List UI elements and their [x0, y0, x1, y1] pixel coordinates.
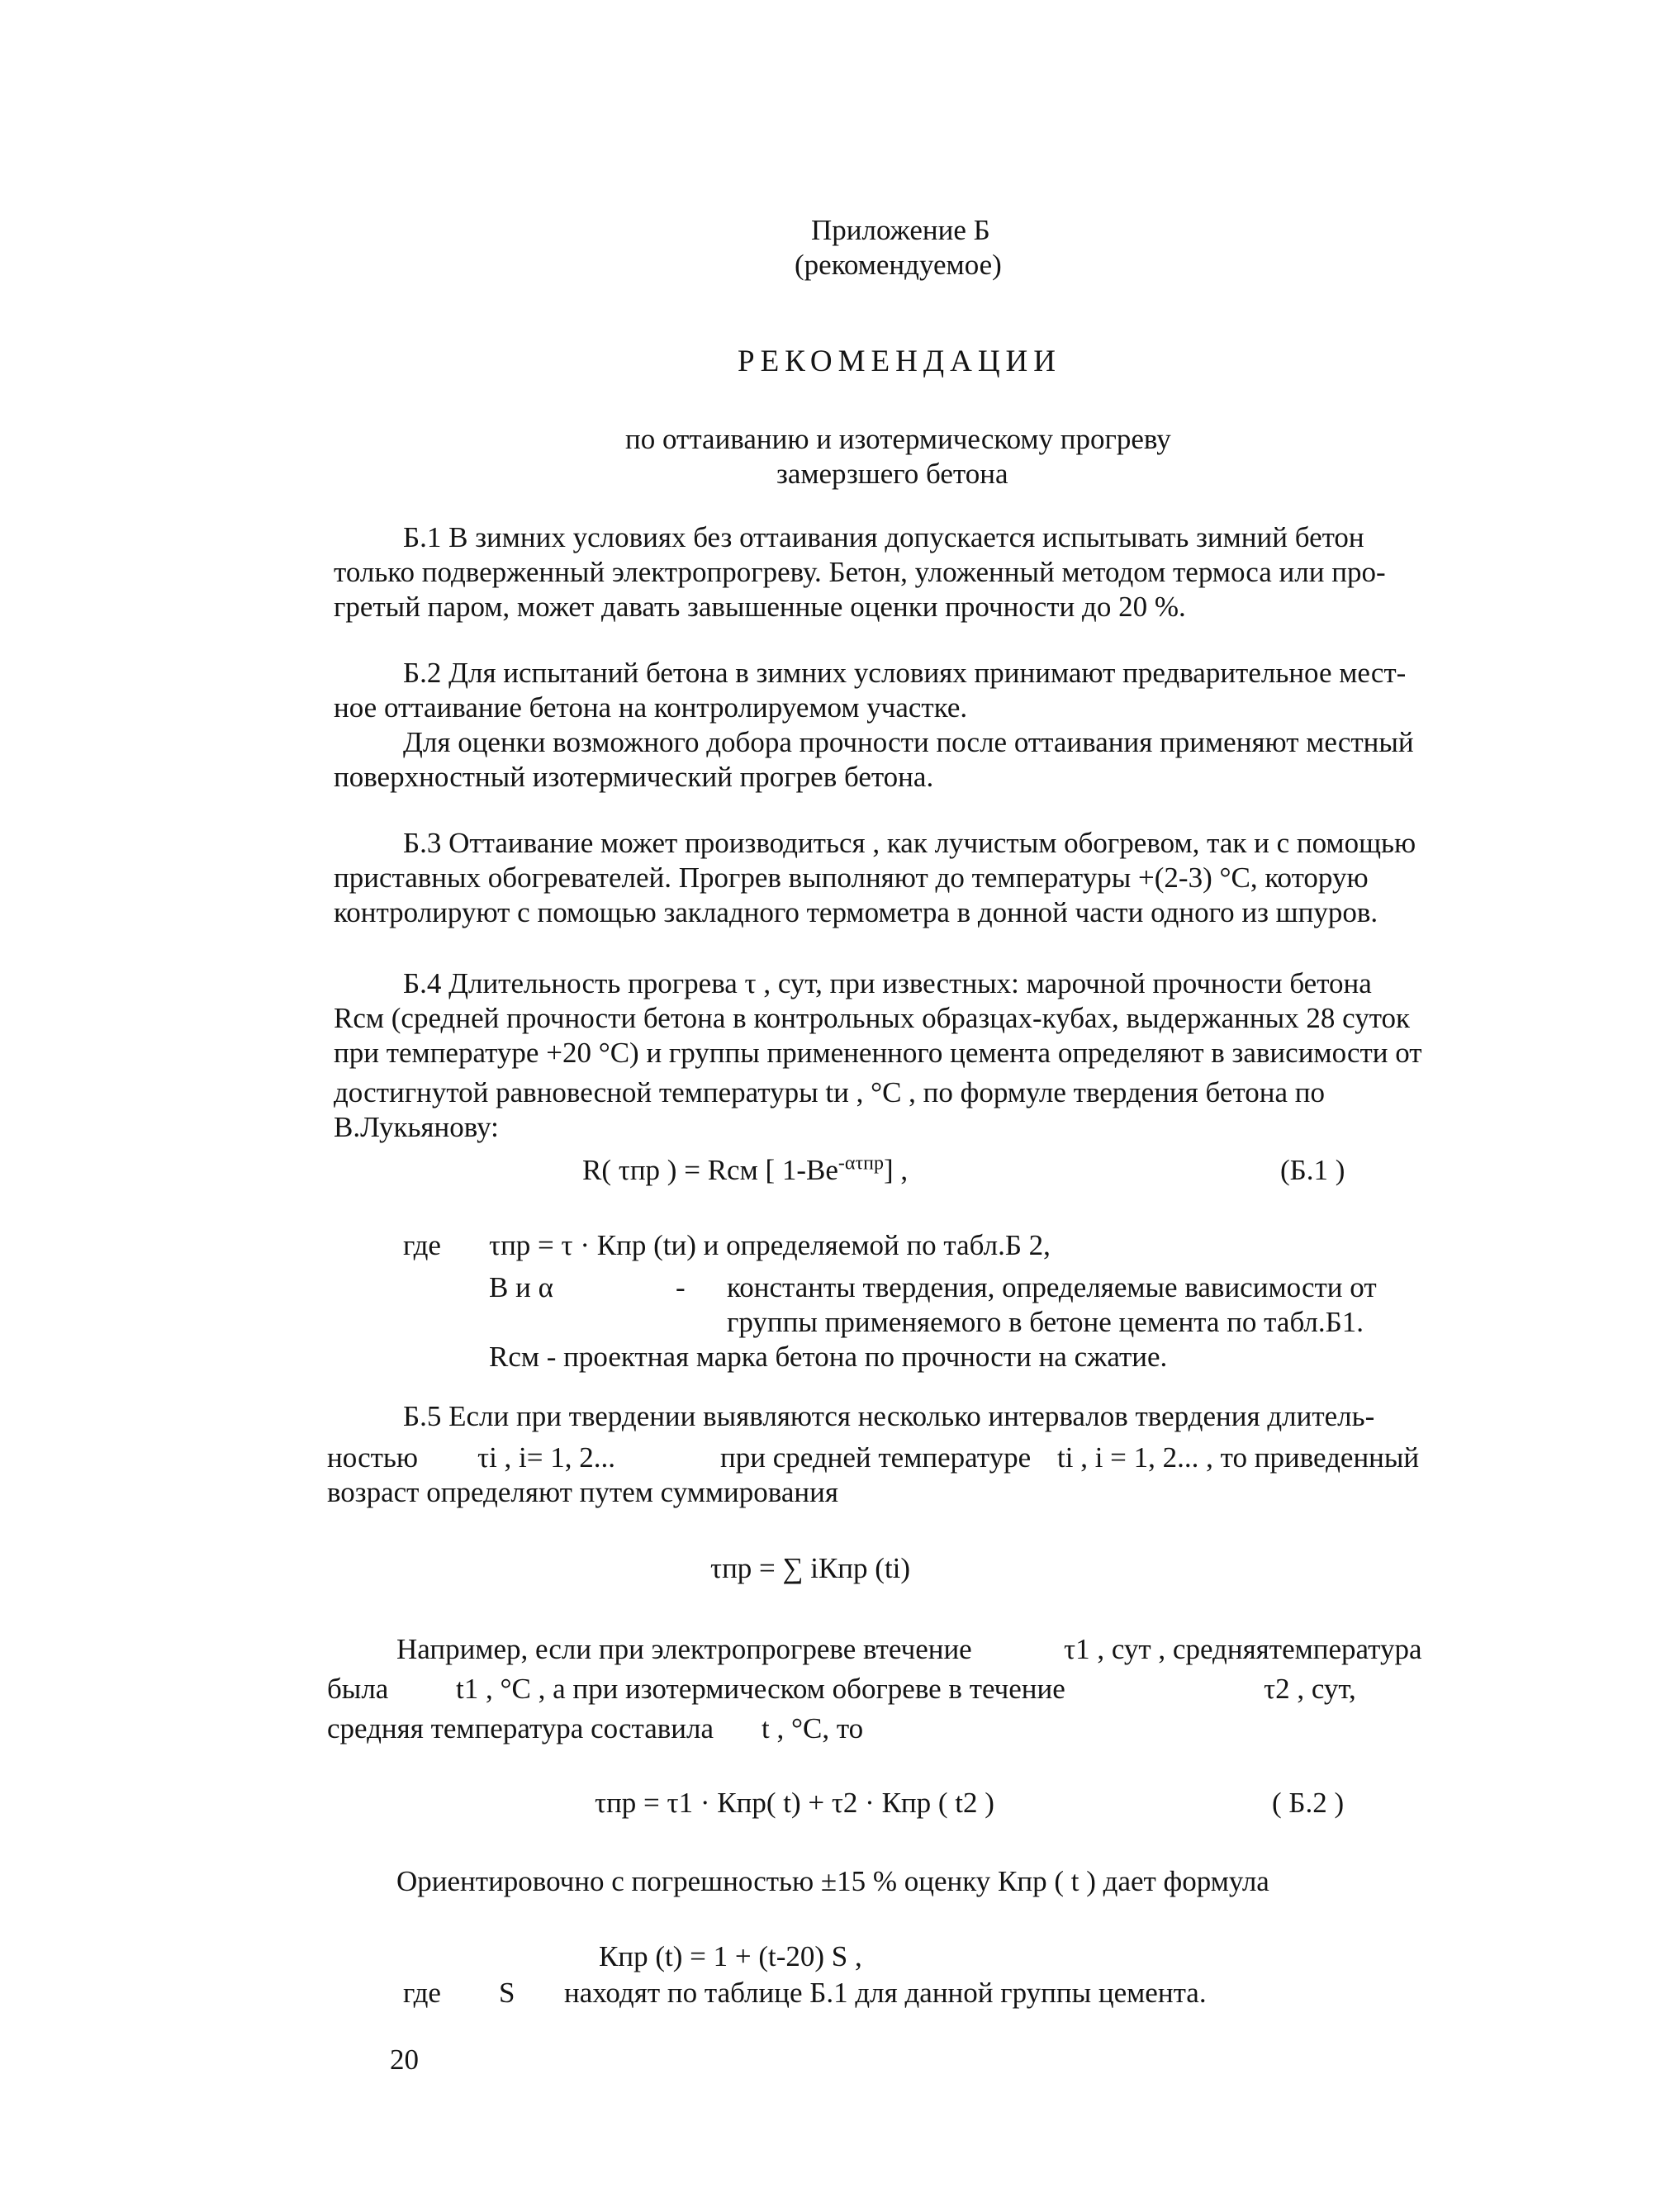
- paragraph-b2-line: поверхностный изотермический прогрев бетона.: [334, 761, 934, 793]
- paragraph-b5-part: τi , i= 1, 2...: [477, 1441, 616, 1474]
- formula-b1-exponent: -ατпр: [837, 1152, 884, 1175]
- example-part: τ2 , сут,: [1264, 1673, 1356, 1705]
- formula-b1-left: R( τпр ) = Rсм [ 1-Be: [582, 1154, 838, 1186]
- paragraph-b2-line: Для оценки возможного добора прочности после оттаивания применяют местный: [403, 726, 1414, 758]
- example-part: t1 , °С , а при изотермическом обогреве в течение: [456, 1673, 1065, 1705]
- document-subtitle-2: замерзшего бетона: [776, 458, 1008, 490]
- formula-b1-right: ] ,: [883, 1154, 909, 1186]
- example-part: τ1 , сут , средняятемпература: [1064, 1633, 1422, 1665]
- paragraph-b4-line: Rсм (средней прочности бетона в контрольных образцах-кубах, выдержанных 28 суток: [334, 1002, 1411, 1034]
- paragraph-b1-line: Б.1 В зимних условиях без оттаивания допускается испытывать зимний бетон: [403, 521, 1364, 553]
- formula-b1-number: (Б.1 ): [1280, 1154, 1345, 1186]
- paragraph-b5-part: ti , i = 1, 2... , то приведенный: [1057, 1441, 1420, 1474]
- where-line: Rсм - проектная марка бетона по прочности на сжатие.: [489, 1341, 1168, 1373]
- where-line: константы твердения, определяемые вависимости от: [727, 1271, 1377, 1303]
- example-part: была: [327, 1673, 389, 1705]
- where-line: группы применяемого в бетоне цемента по табл.Б1.: [727, 1306, 1364, 1338]
- paragraph-b4-line: В.Лукьянову:: [334, 1111, 499, 1143]
- paragraph-b5-part: при средней температуре: [720, 1441, 1032, 1474]
- paragraph-b4-line: достигнутой равновесной температуры tи , °С , по формуле твердения бетона по: [334, 1076, 1325, 1108]
- paragraph-b5-part: ностью: [327, 1441, 419, 1474]
- paragraph-b1-line: гретый паром, может давать завышенные оценки прочности до 20 %.: [334, 591, 1186, 623]
- constants-symbols: В и α: [489, 1271, 553, 1303]
- formula-b1: [582, 1153, 908, 1188]
- paragraph-b1-line: только подверженный электропрогреву. Бетон, уложенный методом термоса или про-: [334, 556, 1386, 588]
- example-part: t , °С, то: [762, 1712, 864, 1744]
- document-subtitle: по оттаиванию и изотермическому прогреву: [625, 423, 1171, 455]
- formula-b2-number: ( Б.2 ): [1272, 1787, 1345, 1819]
- where-label: где: [403, 1977, 441, 2009]
- paragraph-b3-line: приставных обогревателей. Прогрев выполняют до температуры +(2-3) °С, которую: [334, 862, 1369, 894]
- paragraph-b2-line: ное оттаивание бетона на контролируемом участке.: [334, 691, 968, 724]
- paragraph-b5-line: Б.5 Если при твердении выявляются несколько интервалов твердения длитель-: [403, 1400, 1375, 1432]
- appendix-label: Приложение Б: [811, 214, 990, 246]
- where-label: где: [403, 1229, 441, 1261]
- formula-kpr: Кпр (t) = 1 + (t-20) S ,: [599, 1940, 862, 1972]
- where-line: τпр = τ · Кпр (tи) и определяемой по табл.Б 2,: [489, 1229, 1051, 1261]
- paragraph-b3-line: Б.3 Оттаивание может производиться , как лучистым обогревом, так и с помощью: [403, 827, 1416, 859]
- approximation-text: Ориентировочно с погрешностью ±15 % оценку Кпр ( t ) дает формула: [396, 1865, 1269, 1897]
- page-number: 20: [390, 2043, 419, 2076]
- paragraph-b3-line: контролируют с помощью закладного термометра в донной части одного из шпуров.: [334, 896, 1378, 928]
- appendix-status: (рекомендуемое): [795, 249, 1002, 281]
- paragraph-b4-line: при температуре +20 °С) и группы примененного цемента определяют в зависимости от: [334, 1037, 1422, 1069]
- example-part: средняя температура составила: [327, 1712, 714, 1744]
- formula-b2: τпр = τ1 · Кпр( t) + τ2 · Кпр ( t2 ): [595, 1787, 994, 1819]
- paragraph-b4-line: Б.4 Длительность прогрева τ , сут, при известных: марочной прочности бетона: [403, 967, 1372, 999]
- paragraph-b2-line: Б.2 Для испытаний бетона в зимних условиях принимают предварительное мест-: [403, 657, 1407, 689]
- example-part: Например, если при электропрогреве втечение: [396, 1633, 972, 1665]
- where-symbol-s: S: [499, 1977, 515, 2009]
- formula-sum: τпр = ∑ iКпр (ti): [710, 1552, 911, 1584]
- paragraph-b5-line: возраст определяют путем суммирования: [327, 1476, 838, 1508]
- constants-dash: -: [676, 1271, 686, 1303]
- document-title: РЕКОМЕНДАЦИИ: [738, 344, 1061, 378]
- where-text: находят по таблице Б.1 для данной группы цемента.: [564, 1977, 1207, 2009]
